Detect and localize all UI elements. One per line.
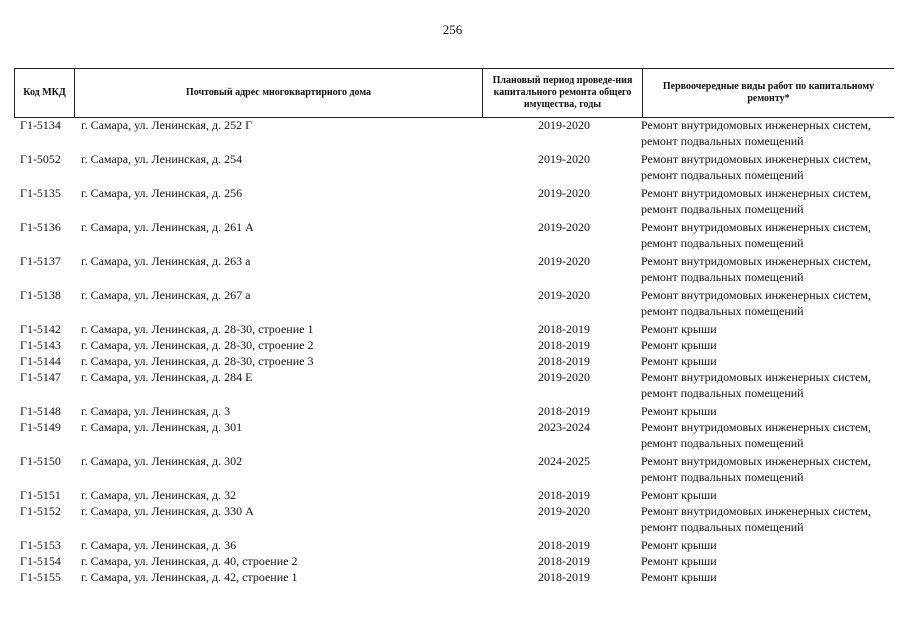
cell-address: г. Самара, ул. Ленинская, д. 40, строение 2	[81, 554, 298, 568]
cell-address: г. Самара, ул. Ленинская, д. 256	[81, 186, 243, 200]
cell-period: 2019-2020	[538, 118, 590, 132]
cell-period: 2018-2019	[538, 404, 590, 418]
cell-code: Г1-5144	[20, 354, 61, 368]
cell-works	[623, 403, 894, 419]
cell-address: г. Самара, ул. Ленинская, д. 330 А	[81, 504, 254, 518]
cell-period: 2018-2019	[538, 338, 590, 352]
header-period: Плановый период проведе-ния капитального ремонта общего имущества, годы	[483, 69, 643, 117]
table-header	[14, 68, 894, 118]
cell-period: 2019-2020	[538, 220, 590, 234]
cell-code: Г1-5147	[20, 370, 61, 384]
cell-code: Г1-5149	[20, 420, 61, 434]
cell-period: 2018-2019	[538, 488, 590, 502]
table-row	[14, 219, 894, 251]
cell-period: 2019-2020	[538, 186, 590, 200]
cell-code: Г1-5137	[20, 254, 61, 268]
cell-address: г. Самара, ул. Ленинская, д. 302	[81, 454, 243, 468]
page-number: 256	[442, 22, 463, 37]
cell-code: Г1-5155	[20, 570, 61, 584]
table-body	[14, 117, 894, 585]
works-line: Ремонт крыши	[641, 404, 717, 418]
works-line: Ремонт крыши	[641, 354, 717, 368]
cell-works	[623, 117, 894, 149]
works-line: Ремонт внутридомовых инженерных систем,	[641, 288, 871, 302]
works-line: Ремонт внутридомовых инженерных систем,	[641, 118, 871, 132]
table-row	[14, 287, 894, 319]
cell-works	[623, 151, 894, 183]
table-row	[14, 321, 894, 337]
table-row	[14, 151, 894, 183]
works-line: Ремонт внутридомовых инженерных систем,	[641, 220, 871, 234]
works-line: ремонт подвальных помещений	[641, 386, 804, 400]
cell-code: Г1-5150	[20, 454, 61, 468]
cell-period: 2019-2020	[538, 288, 590, 302]
works-line: Ремонт внутридомовых инженерных систем,	[641, 420, 871, 434]
works-line: Ремонт внутридомовых инженерных систем,	[641, 186, 871, 200]
cell-works	[623, 337, 894, 353]
cell-works	[623, 569, 894, 585]
works-line: ремонт подвальных помещений	[641, 202, 804, 216]
cell-code: Г1-5134	[20, 118, 61, 132]
table-row	[14, 185, 894, 217]
works-line: Ремонт внутридомовых инженерных систем,	[641, 152, 871, 166]
cell-address: г. Самара, ул. Ленинская, д. 252 Г	[81, 118, 253, 132]
cell-address: г. Самара, ул. Ленинская, д. 261 А	[81, 220, 254, 234]
cell-works	[623, 503, 894, 535]
cell-code: Г1-5148	[20, 404, 61, 418]
cell-code: Г1-5153	[20, 538, 61, 552]
table-row	[14, 117, 894, 149]
cell-code: Г1-5135	[20, 186, 61, 200]
cell-address: г. Самара, ул. Ленинская, д. 3	[81, 404, 231, 418]
cell-code: Г1-5052	[20, 152, 61, 166]
cell-period: 2023-2024	[538, 420, 590, 434]
cell-period: 2019-2020	[538, 370, 590, 384]
works-line: ремонт подвальных помещений	[641, 270, 804, 284]
table-row	[14, 337, 894, 353]
cell-address: г. Самара, ул. Ленинская, д. 28-30, строение 2	[81, 338, 314, 352]
cell-address: г. Самара, ул. Ленинская, д. 42, строение 1	[81, 570, 298, 584]
cell-period: 2019-2020	[538, 254, 590, 268]
works-line: Ремонт внутридомовых инженерных систем,	[641, 370, 871, 384]
works-line: Ремонт внутридомовых инженерных систем,	[641, 454, 871, 468]
cell-code: Г1-5143	[20, 338, 61, 352]
cell-address: г. Самара, ул. Ленинская, д. 267 а	[81, 288, 251, 302]
cell-works	[623, 537, 894, 553]
works-line: Ремонт крыши	[641, 488, 717, 502]
table-row	[14, 369, 894, 401]
cell-period: 2018-2019	[538, 322, 590, 336]
cell-works	[623, 369, 894, 401]
works-line: ремонт подвальных помещений	[641, 470, 804, 484]
cell-works	[623, 287, 894, 319]
cell-works	[623, 253, 894, 285]
works-line: Ремонт крыши	[641, 322, 717, 336]
cell-code: Г1-5154	[20, 554, 61, 568]
cell-address: г. Самара, ул. Ленинская, д. 301	[81, 420, 243, 434]
header-works: Первоочередные виды работ по капитальному ремонту*	[662, 81, 875, 104]
table-row	[14, 537, 894, 553]
cell-address: г. Самара, ул. Ленинская, д. 263 а	[81, 254, 251, 268]
works-line: ремонт подвальных помещений	[641, 520, 804, 534]
header-code: Код МКД	[14, 69, 75, 117]
cell-period: 2018-2019	[538, 554, 590, 568]
cell-period: 2018-2019	[538, 354, 590, 368]
works-line: Ремонт внутридомовых инженерных систем,	[641, 254, 871, 268]
table-row	[14, 353, 894, 369]
table-row	[14, 253, 894, 285]
cell-address: г. Самара, ул. Ленинская, д. 284 Е	[81, 370, 253, 384]
cell-works	[623, 487, 894, 503]
cell-period: 2024-2025	[538, 454, 590, 468]
cell-address: г. Самара, ул. Ленинская, д. 36	[81, 538, 237, 552]
table-row	[14, 553, 894, 569]
table-row	[14, 453, 894, 485]
works-line: Ремонт крыши	[641, 554, 717, 568]
cell-works	[623, 553, 894, 569]
cell-address: г. Самара, ул. Ленинская, д. 254	[81, 152, 243, 166]
table-row	[14, 419, 894, 451]
cell-code: Г1-5142	[20, 322, 61, 336]
cell-address: г. Самара, ул. Ленинская, д. 28-30, строение 3	[81, 354, 314, 368]
table-row	[14, 403, 894, 419]
cell-works	[623, 321, 894, 337]
works-line: ремонт подвальных помещений	[641, 304, 804, 318]
works-line: ремонт подвальных помещений	[641, 134, 804, 148]
cell-works	[623, 353, 894, 369]
works-line: ремонт подвальных помещений	[641, 236, 804, 250]
cell-address: г. Самара, ул. Ленинская, д. 28-30, строение 1	[81, 322, 314, 336]
cell-works	[623, 219, 894, 251]
cell-period: 2018-2019	[538, 570, 590, 584]
works-line: ремонт подвальных помещений	[641, 168, 804, 182]
table-row	[14, 487, 894, 503]
works-line: Ремонт внутридомовых инженерных систем,	[641, 504, 871, 518]
cell-code: Г1-5151	[20, 488, 61, 502]
works-line: ремонт подвальных помещений	[641, 436, 804, 450]
cell-code: Г1-5138	[20, 288, 61, 302]
table-row	[14, 503, 894, 535]
cell-period: 2018-2019	[538, 538, 590, 552]
cell-address: г. Самара, ул. Ленинская, д. 32	[81, 488, 237, 502]
header-address: Почтовый адрес многоквартирного дома	[75, 69, 483, 117]
cell-works	[623, 419, 894, 451]
table-row	[14, 569, 894, 585]
cell-works	[623, 185, 894, 217]
cell-code: Г1-5152	[20, 504, 61, 518]
works-line: Ремонт крыши	[641, 538, 717, 552]
cell-period: 2019-2020	[538, 504, 590, 518]
works-line: Ремонт крыши	[641, 570, 717, 584]
cell-works	[623, 453, 894, 485]
works-line: Ремонт крыши	[641, 338, 717, 352]
cell-code: Г1-5136	[20, 220, 61, 234]
cell-period: 2019-2020	[538, 152, 590, 166]
